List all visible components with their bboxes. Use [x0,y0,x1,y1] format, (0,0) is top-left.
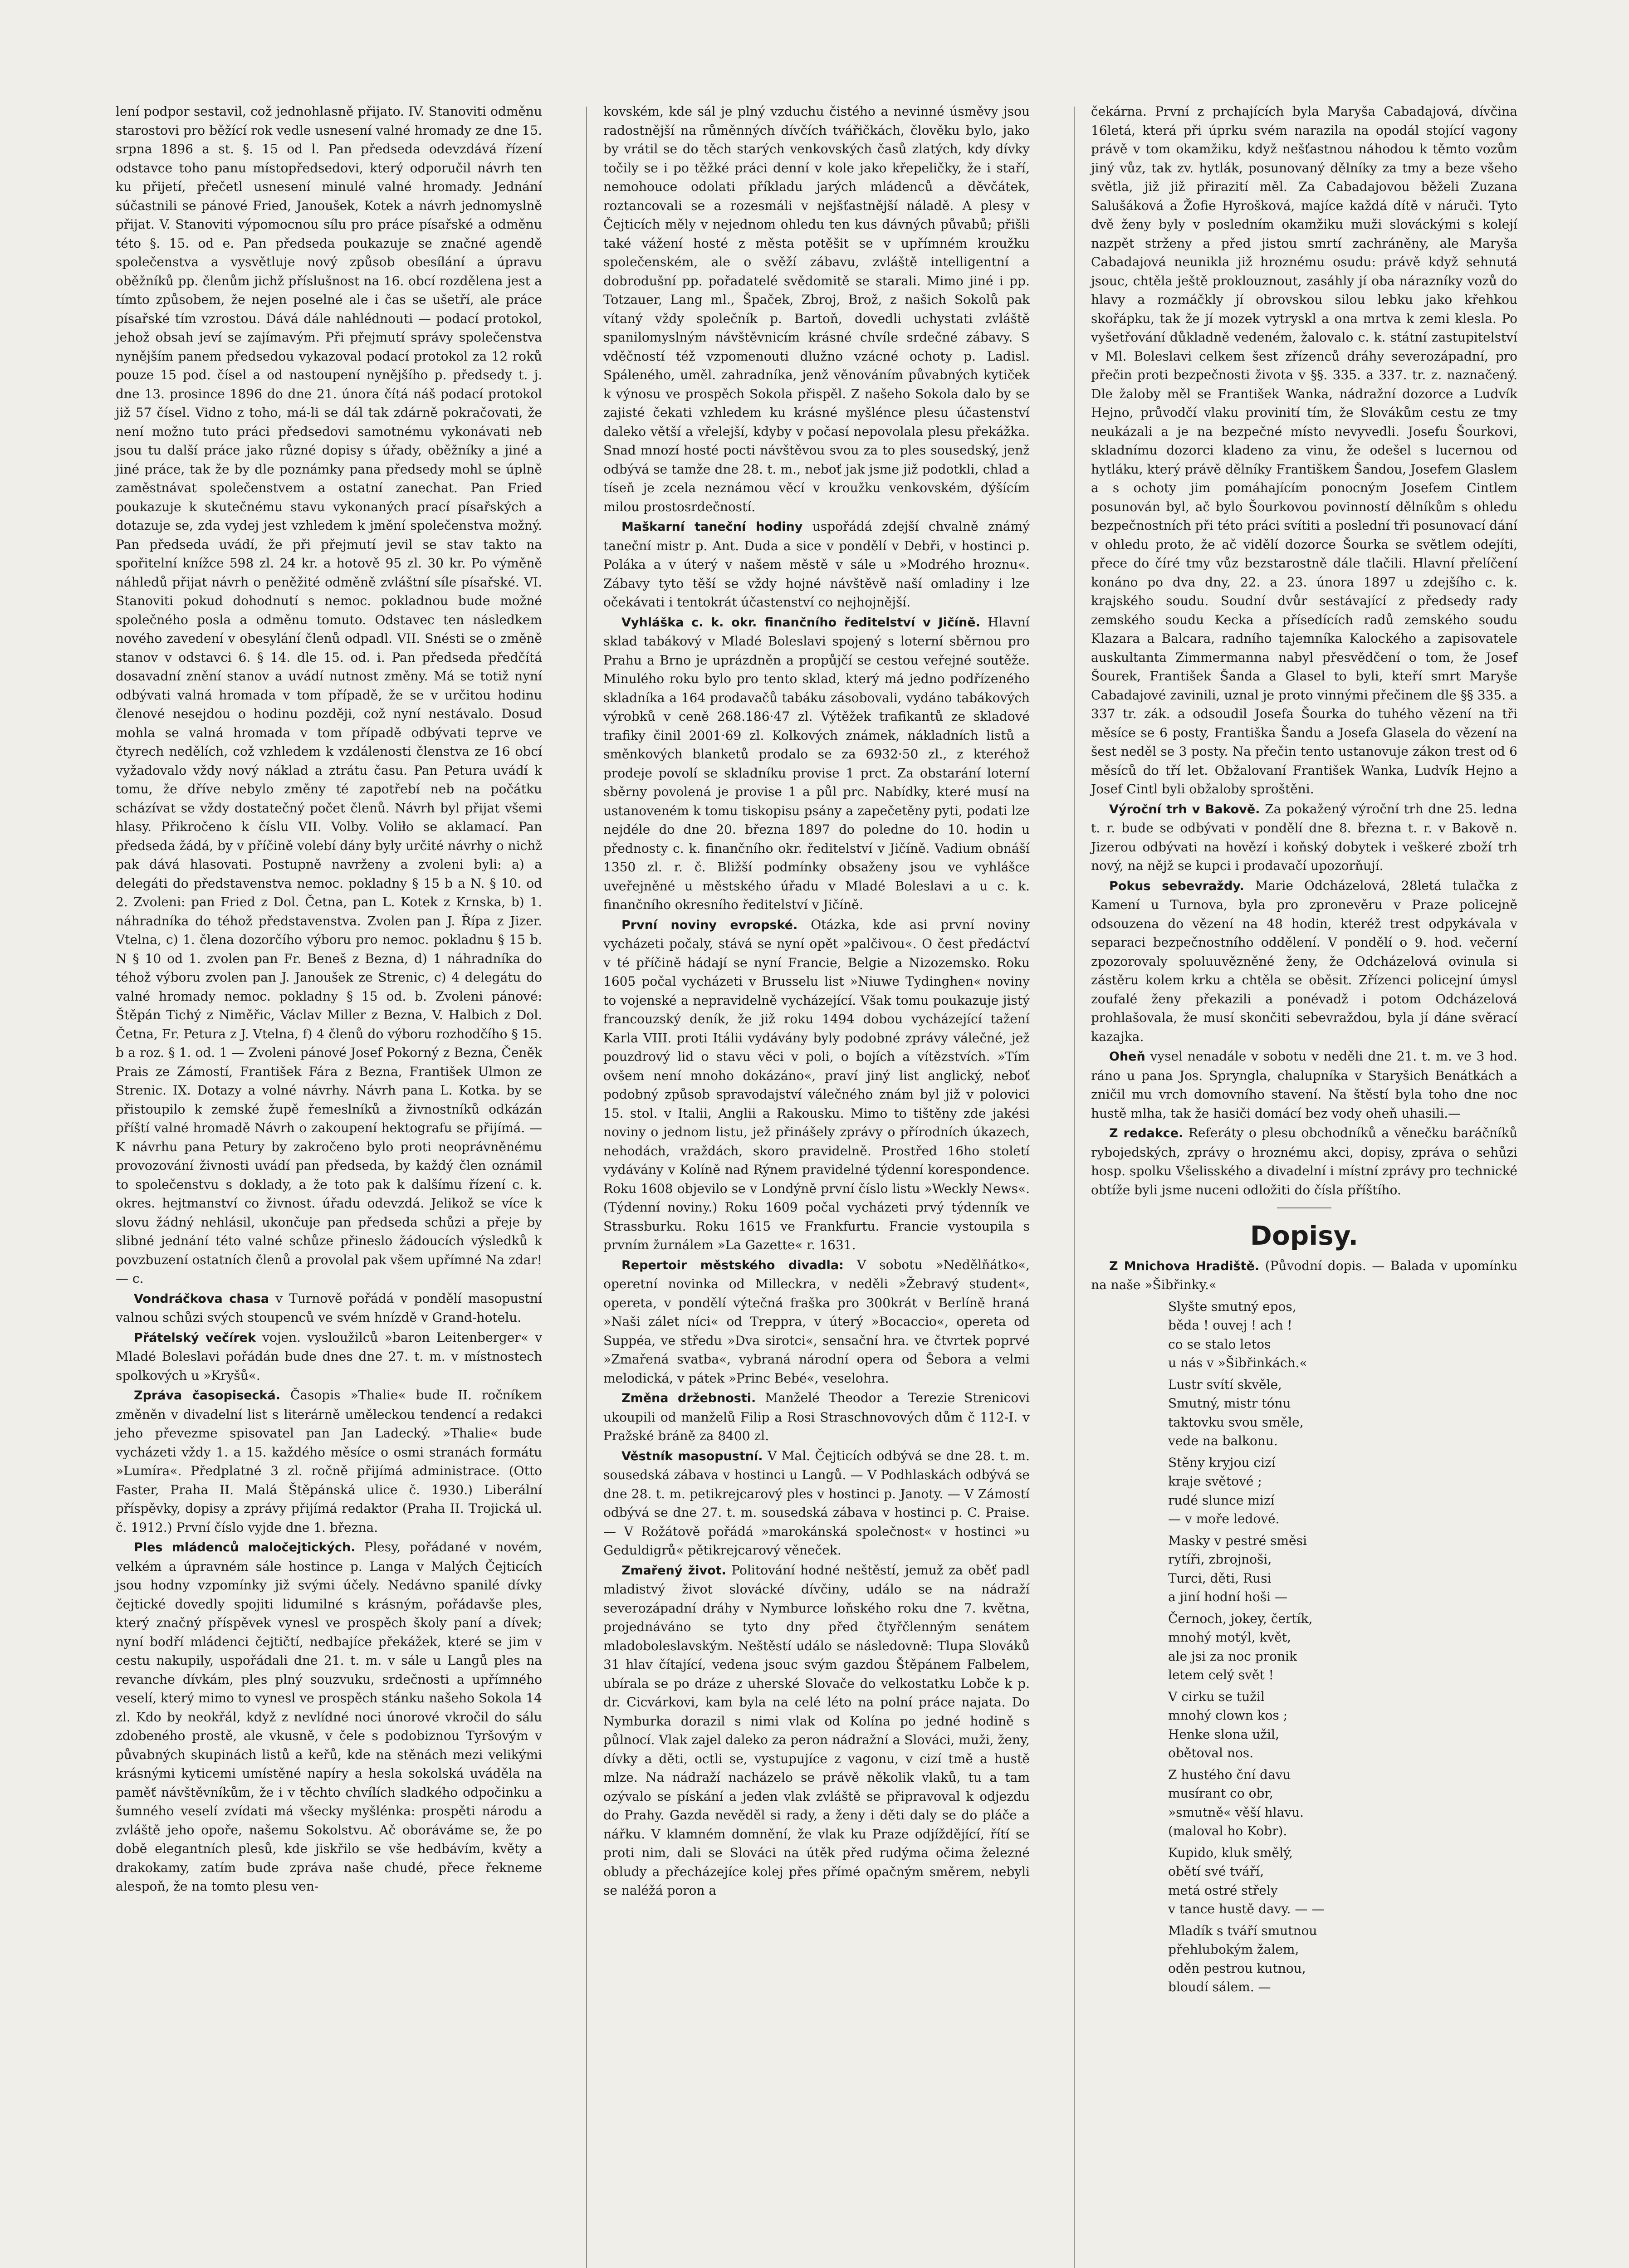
article-paragraph [603,613,1030,914]
dopis-intro [1091,1256,1517,1295]
article-paragraph [1091,1047,1517,1123]
article-lead: Oheň [1109,1050,1145,1064]
article-paragraph [603,1256,1030,1388]
verse-line: mnohý motýl, květ, [1168,1630,1291,1645]
verse-line: ale jsi za noc pronik [1168,1648,1297,1664]
article-lead: Vondráčkova chasa [134,1291,269,1306]
article-body: vojen. vysloužilců »baron Leitenberger« v Mladé Boleslavi pořádán bude dnes dne 27. t. m. v místnostech spolkových u »Kryšů«. [116,1330,542,1383]
verse-line: obětí své tváří, [1168,1864,1264,1879]
verse-line: rytíři, zbrojnoši, [1168,1552,1272,1567]
verse-stanza [1168,1765,1517,1841]
article-paragraph [603,517,1030,612]
verse-line: Masky v pestré směsi [1168,1533,1307,1548]
verse-line: taktovku svou směle, [1168,1414,1304,1430]
verse-line: Černoch, jokey, čertík, [1168,1611,1313,1626]
verse-line: Kupido, kluk smělý, [1168,1845,1293,1860]
verse-line: metá ostré střely [1168,1882,1278,1898]
verse-line: Stěny kryjou cizí [1168,1455,1276,1470]
article-body: Otázka, kde asi první noviny vycházeti počaly, stává se nyní opět »palčivou«. O čest předáctví v té příčině hádají se nyní Francie, Belgie a Nizozemsko. Roku 1605 počal vycházeti v Brusselu list »Niuwe Tydinghen« noviny to vojenské a nepravidelně vycházející. Však tomu poukazuje jistý francouzský deník, že již roku 1494 dobou vycházející tažení Karla VIII. proti Itálii vydávány byly podobné zprávy válečné, jež pouzdrový lid o stavu věci v poli, o bojích a vítězstvích. »Tím ovšem není mnoho dokázáno«, praví jiný list anglický, neboť podobný způsob spravodajství válečného znám byl již v polovici 15. stol. v Italii, Anglii a Rakousku. Mimo to tištěny zde jakési noviny o jednom listu, jež přinášely zprávy o přírodních úkazech, nehodách, vraždách, skoro pravidelně. Prostřed 16ho století vydávány v Kolíně nad Rýnem pravidelné týdenní korespondence. Roku 1608 objevilo se v Londýně první číslo listu »Weckly News«. (Týdenní noviny.) Roku 1609 počal vycházeti prvý týdenník ve Strassburku. Roku 1615 ve Frankfurtu. Francie vystoupila s prvním žurnálem »La Gazette« r. 1631. [603,917,1030,1252]
article-body: Za pokažený výroční trh dne 25. ledna t. r. bude se odbývati v pondělí dne 8. března t. r. v Bakově n. Jizerou odbývati na hovězí i koňský dobytek i veškeré zboží trh nový, na nějž se kupci i prodavačí upozorňují. [1091,801,1517,873]
verse-stanza [1168,1921,1517,1997]
column-3 [1091,102,1517,1999]
article-body: Hlavní sklad tabákový v Mladé Boleslavi spojený s loterní sběrnou pro Prahu a Brno je uprázdněn a propůjčí se cestou veřejné soutěže. Minulého roku bylo pro tento sklad, který má jedno podřízeného skladníka a 164 prodavačů tabáku zásobovali, vydáno tabákových výrobků v ceně 268.186·47 zl. Výtěžek trafikantů ze skladové trafiky činil 2001·69 zl. Kolkových známek, nákladních listů a směnkových blanketů prodalo se za 6932·50 zl., z kteréhož prodeje povolí se skladníku provise 1 prct. Za obstarání loterní sběrny povolená je provise 1 a půl prc. Nabídky, které musí na ustanoveném k tomu tiskopisu psány a zapečetěny pyti, podati lze nejdéle do dne 20. března 1897 do poledne do 10. hodin u přednosty c. k. finančního okr. ředitelství v Jičíně. Vadium obnáší 1350 zl. r. č. Bližší podmínky obsaženy jsou ve vyhlášce uveřejněné u městského úřadu v Mladé Boleslavi a u c. k. finančního okresního ředitelství v Jičíně. [603,614,1030,912]
article-paragraph [1091,1124,1517,1199]
verse-line: letem celý svět ! [1168,1667,1274,1682]
verse-line: Z hustého ční davu [1168,1767,1291,1782]
verse-stanza [1168,1453,1517,1529]
article-paragraph: čekárna. První z prchajících byla Maryša Cabadajová, dívčina 16letá, která při úprku svém narazila na opodál stojící vagony právě v tom okamžiku, když nešťastnou náhodou k těmto vozům jiný vůz, tak zv. hytlák, posunovaný dělníky za tmy a beze všeho světla, již již přirazití měl. Za Cabadajovou běželi Zuzana Salušáková a Žofie Hyrošková, majíce každá dítě v náruči. Tyto dvě ženy byly v posledním okamžiku muži slováckými s kolejí nazpět strženy a před jistou smrtí zachráněny, ale Maryša Cabadajová neunikla již hroznému osudu: právě když sehnutá jsouc, chtěla ještě proklouznout, zasáhly jí oba nárazníky vozů do hlavy a rozmáčkly jí obrovskou silou lebku jako křehkou skořápku, tak že jí mozek vytryskl a ona mrtva k zemi klesla. Po vyšetřování důkladně vedeném, žalovalo c. k. státní zastupitelství v Ml. Boleslavi celkem šest zřízenců dráhy severozápadní, pro přečin proti bezpečnosti života v §§. 335. a 337. tr. z. naznačený. Dle žaloby měl se František Wanka, nádražní dozorce a Ludvík Hejno, průvodčí vlaku provinití tím, že Slovákům cestu ze tmy neukázali a je na bezpečné místo nevyvedli. Josefu Šourkovi, skladnímu dozorci kladeno za vinu, že odešel s lucernou od hytláku, který právě dělníky Františkem Šandou, Josefem Glaslem a s ochoty jim pomáhajícím ponocným Josefem Cintlem posunován byl, ač bylo Šourkovou povinností dělníkům s ohledu bezpečnostních při této práci svítiti a poslední tři posunovací dání v ohledu proto, že ač vidělí dozorce Šourka se světlem odejíti, přece do číré tmy vůz bezstarostně dále tlačili. Hlavní přelíčení konáno po dva dny, 22. a 23. února 1897 u zdejšího c. k. krajského soudu. Soudní dvůr sestávající z předsedy rady zemského soudu Kecka a přísedících radů zemského soudu Klazara a Balcara, radního tajemníka Kalockého a zapisovatele auskultanta Zimmermanna nabyl přesvědčení o tom, že Josef Šourek, František Šanda a Glasel to byli, kteří smrt Maryše Cabadajové zavinili, uznal je proto vinnými přečinem dle §§ 335. a 337 tr. zák. a odsoudil Josefa Šourka do tuhého vězení na tři měsíce se 6 posty, Františka Šandu a Josefa Glasela do vězení na šest neděl se 3 posty. Na přečin tento ustanovuje zákon trest od 6 měsíců do tří let. Obžalovaní František Wanka, Ludvík Hejno a Josef Cintl byli obžaloby sproštěni. [1091,104,1517,797]
verse-line: Turci, děti, Rusi [1168,1570,1272,1586]
article-paragraph: kovském, kde sál je plný vzduchu čistého a nevinné úsměvy jsou radostnější na růměnných dívčích tvářičkách, člověku bylo, jako by vrátil se do těch starých venkovských časů zlatých, kdy dívky točily se i po těžké práci denní v kole jako křepeličky, že i staří, nemohouce odolati příkladu jarých mládenců a děvčátek, roztancovali se a rozesmáli v nejšťastnější náladě. A plesy v Čejticích měly v nejednom ohledu ten kus dávných půvabů; přišli také vážení hosté z města potěšit se v upřímném kroužku společenském, ale o svěží zábavu, zvláště intelligentní a dobrodušní pp. pořadatelé svědomitě se starali. Mimo jiné i pp. Totzauer, Lang ml., Špaček, Zbroj, Brož, z našich Sokolů pak vítaný vždy společník p. Bartoň, dovedli uchystati zvláště spanilomyslným návštěvnicím krásné chvíle srdečné zábavy. S vděčností též vzpomenouti dlužno vzácné ochoty p. Ladisl. Spáleného, uměl. zahradníka, jenž věnováním půvabných kytiček k výnosu ve prospěch Sokola přispěl. Z našeho Sokola dalo by se zajisté čekati vzhledem ku krásné myšlénce plesu účastenství daleko větší a vřelejší, kdyby v počasí nepovolala plesu překážka. Snad mnozí hosté pocti návštěvou svou za to ples sousedský, jenž odbývá se tamže dne 28. t. m., neboť jak jsme již podotkli, chlad a tíseň je zcela neznámou věcí v kroužku venkovském, dýšícím milou prostosrdečností. [603,104,1030,514]
article-lead: Zpráva časopisecká. [134,1388,280,1403]
verse-line: musírant co obr, [1168,1786,1273,1801]
article-paragraph [603,1447,1030,1560]
article-lead: Repertoir městského divadla: [621,1258,844,1272]
column-1 [116,102,542,1897]
article-body: V Mal. Čejticích odbývá se dne 28. t. m. sousedská zábava v hostinci u Langů. — V Podhlaskách odbývá se dne 28. t. m. petikrejcarový ples v hostinci p. Janoty. — V Zámostí odbývá se dne 27. t. m. sousedská zábava v hostinci p. C. Praise. — V Rožátově pořádá »marokánská společnost« v hostinci »u Geduldigrů« pětikrejcarový věneček. [603,1448,1030,1558]
dopis-intro-rest: (Původní dopis. — Balada v upomínku na naše »Šibřinky.« [1091,1258,1517,1292]
verse-line: mnohý clown kos ; [1168,1708,1288,1723]
verse-line: běda ! ouvej ! ach ! [1168,1318,1292,1333]
verse-line: »smutně« věší hlavu. [1168,1804,1304,1820]
article-lead: Výroční trh v Bakově. [1109,802,1260,816]
article-body: Časopis »Thalie« bude II. ročníkem změněn v divadelní list s literárně uměleckou tendencí a redakci jeho převezme spisovatel pan Jan Ladecký. »Thalie« bude vycházeti vždy 1. a 15. každého měsíce o osmi stranách formátu »Lumíra«. Předplatné 3 zl. ročně přijímá administrace. (Otto Faster, Praha II. Malá Štěpánská ulice č. 1930.) Liberální příspěvky, dopisy a zprávy přijímá redaktor (Praha II. Trojická ul. č. 1912.) První číslo vyjde dne 1. března. [116,1388,542,1535]
article-paragraph [116,1289,542,1327]
article-body: Plesy, pořádané v novém, velkém a úpravném sále hostince p. Langa v Malých Čejticích jsou hodny vzpomínky již svými účely. Nedávno spanilé dívky čejtické dovedly spojiti lidumilné s krásným, pořádavše ples, který značný příspěvek vynesl ve prospěch školy paní a dívek; nyní bodří mládenci čejtičtí, nedbajíce překážek, které se jim v cestu nakupily, uspořádali dne 21. t. m. v sále u Langů ples na revanche dívkám, ples plný souzvuku, srdečnosti a upřímného veselí, který mimo to vynesl ve prospěch stánku našeho Sokola 14 zl. Kdo by neokřál, když z nevlídné noci únorové vkročil do sálu zdobeného prostě, ale vkusně, v čele s podobiznou Tyršovým v půvabných skupinách listů a keřů, kde na stěnách mezi velikými krásnými kyticemi umístěné napíry a hesla sokolská uváděla na paměť návštěvníkům, že i v těchto chvílích sladkého odpočinku a šumného veselí zvídati má všecky myšlénka: prospěti národu a zvláště jeho opoře, našemu Sokolstvu. Ač oboráváme se, že po době elegantních plesů, kde jiskřilo se vše hedbávím, květy a drakokamy, zatím bude zpráva naše chudé, přece řekneme alespoň, že na tomto plesu ven- [116,1540,543,1894]
article-body: Manželé Theodor a Terezie Strenicovi ukoupili od manželů Filip a Rosi Straschnovových dům č 112-I. v Pražské bráně za 8400 zl. [603,1390,1030,1443]
verse-line: Henke slona užil, [1168,1726,1279,1742]
verse-line: přehlubokým žalem, [1168,1942,1299,1957]
verse-line: Smutný, mistr tónu [1168,1396,1291,1411]
column-rule [586,107,587,2268]
article-paragraph: lení podpor sestavil, což jednohlasně přijato. IV. Stanoviti odměnu starostovi pro běžící rok vedle usnesení valné hromady ze dne 15. srpna 1896 a st. §. 15 od l. Pan předseda odevzdává řízení odstavce toho panu místopředsedovi, který odporučil návrh ten ku přijetí, přečetl usnesení minulé valné hromady. Jednání súčastnili se pánové Fried, Janoušek, Kotek a návrh jednomyslně přijat. V. Stanoviti výpomocnou sílu pro práce písařské a odměnu této §. 15. od e. Pan předseda poukazuje se značné agendě společenstva a vysvětluje nový způsob obesílání a úpravu oběžníků pp. členům jichž příslušnost na 16. obcí rozdělena jest a tímto způsobem, že nejen poselné ale i čas se ušetří, ale práce písařské tím vzrostou. Dává dále nahlédnouti — podací protokol, jehož obsah jeví se zajímavým. Při přejmutí správy společenstva nynějším panem předsedou vykazoval podací protokol za 12 roků pouze 15 pod. čísel a od nastoupení nynějšího p. předsedy t. j. dne 13. prosince 1896 do dne 21. února čítá náš podací protokol již 57 čísel. Vidno z toho, má-li se dál tak zdárně pokračovati, že není možno tuto práci předsedovi samotnému vykonávati neb jsou tu další práce jako různé dopisy s úřady, oběžníky a jiné a jiné práce, tak že by dle poznámky pana předsedy mohl se úplně zaměstnávat společenstvem a ostatní zanechat. Pan Fried poukazuje k skutečnému stavu vykonaných prací písařských a dotazuje se, zda vydej jest vzhledem k jmění společenstva možný. Pan předseda uvádí, že při přejmutí jevil se stav takto na spořitelní knížce 598 zl. 24 kr. a hotově 95 zl. 30 kr. Po výměně náhledů přijat návrh o peněžité odměně zvláštní síle písařské. VI. Stanoviti pokud dohodnutí s nemoc. pokladnou bude možné společného posla a odměnu tomuto. Odstavec ten následkem nového zavedení v obesylání členů odpadl. VII. Snésti se o změně stanov v odstavci 6. § 14. dle 15. od. i. Pan předseda předčítá dosavadní znění stanov a uvádí nutnost změny. Má se totiž nyní odbývati valná hromada v tom případě, že se v určitou hodinu členové nesejdou o hodinu později, což nyní nestávalo. Dosud mohla se valná hromada v tom případě odbývati teprve ve čtyrech nedělích, což vzhledem k vzdálenosti členstva ze 16 obcí vyžadovalo vždy nový náklad a ztrátu času. Pan Petura uvádí k tomu, že dříve nebylo změny té zapotřebí neb na počátku scházívat se vždy dostatečný počet členů. Návrh byl přijat všemi hlasy. Přikročeno k číslu VII. Volby. Voliło se aklamací. Pan předseda žádá, by v příčině volebí dány byly určité návrhy o nichž pak dává hlasovati. Postupně navrženy a zvoleni byli: a) a delegáti do představenstva nemoc. pokladny § 15 b a N. § 10. od 2. Zvoleni: pan Fried z Dol. Četna, pan L. Kotek z Krnska, b) 1. náhradníka do téhož představenstva. Zvolen pan J. Řípa z Jizer. Vtelna, c) 1. člena dozorčího výboru pro nemoc. pokladnu § 15 b. N § 10 od 1. zvolen pan Fr. Beneš z Bezna, d) 1 náhradníka do téhož výboru zvolen pan J. Janoušek ze Strenic, c) 4 delegátu do valné hromady nemoc. pokladny § 15 od. b. Zvoleni pánové: Štěpán Tichý z Niměřic, Václav Miller z Bezna, V. Halbich z Dol. Četna, Fr. Petura z J. Vtelna, f) 4 členů do výboru rozhodčího § 15. b a roz. § 1. od. 1 — Zvoleni pánové Josef Pokorný z Bezna, Čeněk Prais ze Zámostí, František Fára z Bezna, František Ulmon ze Strenic. IX. Dotazy a volné návrhy. Návrh pana L. Kotka. by se přistoupilo k zemské župě řemeslníků a živnostníků odkázán příští valné hromadě Návrh o zakoupení hektografu se přijímá. — K návrhu pana Petury by zakročeno bylo proti neoprávněnému provozování živnosti uvádí pan předseda, by každý člen oznámil to společenstvu s doklady, a že toto pak k dalšímu řízení c. k. okres. hejtmanství co živnost. úřadu odevzdá. Jelikož se více k slovu žádný nehlásil, ukončuje pan předseda schůzi a přeje by slibné jednání této valné schůze přineslo žádoucích výsledků k povzbuzení ostatních členů a provolal pak všem upřímné Na zdar! — c. [116,104,542,1286]
verse-stanza [1168,1843,1517,1919]
section-divider [1277,1207,1331,1208]
article-lead: Změna držebnosti. [621,1391,756,1405]
verse-line: vede na balkonu. [1168,1433,1278,1448]
verse-line: oděn pestrou kutnou, [1168,1960,1306,1976]
article-body: Referáty o plesu obchodníků a věnečku baráčníků rybojedských, zprávy o hroznému akci, dopisy, zpráva o sehůzi hosp. spolku Všelisského a divadelní i místní zprávy pro technické obtíže byli jsme nuceni odložiti do čísla příštího. [1091,1125,1518,1198]
column-rule [1074,107,1075,2268]
article-lead: Pokus sebevraždy. [1109,879,1244,893]
article-body: V sobotu »Nedělňátko«, operetní novinka od Milleckra, v neděli »Žebravý student«, opereta, v pondělí výtečná fraška pro 300krát v Berlíně hraná »Naši zálet níci« od Treppra, v úterý »Bocaccio«, opereta od Suppéa, ve středu »Dva sirotci«, sensační hra. ve čtvrtek poprvé »Zmařená svatba«, vybraná národní opera od Šebora a velmi melodická, v pátek »Princ Bebé«, veselohra. [603,1257,1030,1386]
verse-stanza [1168,1531,1517,1607]
article-body: uspořádá zdejší chvalně známý taneční mistr p. Ant. Duda a sice v pondělí v Debři, v hostinci p. Poláka a v úterý v našem městě v sále u »Modrého hroznu«. Zábavy tyto těší se vždy hojné návštěvě naší omladiny i lze očekávati i tentokrát účastenství co nejhojnější. [603,519,1030,610]
verse-line: rudé slunce mizí [1168,1492,1275,1508]
article-paragraph [1091,876,1517,1046]
verse-line: obětoval nos. [1168,1745,1253,1760]
article-lead: Z redakce. [1109,1126,1184,1140]
verse-line: a jiní hodní hoši — [1168,1589,1287,1604]
verse-line: (maloval ho Kobr). [1168,1823,1287,1838]
article-paragraph [116,1538,542,1896]
article-lead: Přátelský večírek [134,1330,256,1345]
article-paragraph [116,1386,542,1537]
verse-line: v tance hustě davy. — — [1168,1901,1325,1916]
article-lead: Vyhláška c. k. okr. finančního ředitelství v Jičíně. [621,615,980,630]
verse-line: Slyšte smutný epos, [1168,1299,1296,1314]
article-body: Marie Odcházelová, 28letá tulačka z Kamení u Turnova, byla pro zpronevěru v Praze policejně odsouzena do vězení na 48 hodin, kteréž trest odpykávala v separaci bezpečnostního oddělení. V pondělí o 9. hod. večerní zpozorovaly spoluuvězněné ženy, že Odcházelová ovinula si zástěru kolem krku a chtěla se oběsit. Zřízenci policejní úmysl zoufalé ženy překazili a ponévadž i potom Odcházelová prohlašovala, že musí skončiti sebevraždou, byla jí dáne svěrací kazajka. [1091,878,1517,1044]
article-body: v Turnově pořádá v pondělí masopustní valnou schůzi svých stoupenců ve svém hnízdě v Grand-hotelu. [116,1290,542,1325]
verse-stanza [1168,1297,1517,1373]
article-paragraph [603,1388,1030,1446]
article-paragraph [603,1561,1030,1900]
section-heading-dopisy: Dopisy. [1250,1220,1359,1251]
verse-line: co se stalo letos [1168,1336,1271,1352]
article-paragraph [1091,800,1517,875]
verse-line: bloudí sálem. — [1168,1980,1271,1994]
verse-line: u nás v »Šibřinkách.« [1168,1355,1307,1370]
verse-line: V cirku se tužil [1168,1689,1265,1704]
verse-line: kraje světové ; [1168,1474,1262,1489]
article-paragraph [116,1328,542,1385]
verse-stanza [1168,1687,1517,1763]
verse-stanza [1168,1609,1517,1685]
dopis-intro-lead: Z Mnichova Hradiště. [1109,1259,1260,1273]
article-lead: Ples mládenců maločejtických. [134,1540,356,1554]
article-paragraph [603,915,1030,1255]
ballad-verses [1091,1297,1517,1997]
verse-stanza [1168,1375,1517,1451]
column-2 [603,102,1030,1901]
article-body: vysel nenadále v sobotu v neděli dne 21. t. m. ve 3 hod. ráno u pana Jos. Spryngla, chalupníka v Staryšich Benátkách a zničil mu vrch domovního stavení. Na štěstí byla toho dne noc hustě mlha, tak že hasiči domácí bez vody oheň uhasili.— [1091,1049,1517,1121]
verse-line: Mladík s tváří smutnou [1168,1923,1317,1938]
newspaper-page [116,102,1518,2268]
article-lead: První noviny evropské. [621,918,798,932]
verse-line: — v moře ledové. [1168,1511,1280,1526]
verse-line: Lustr svítí skvěle, [1168,1377,1282,1392]
column-3-articles [1091,102,1517,1199]
article-body: Politování hodné neštěstí, jemuž za oběť padl mladistvý život slovácké dívčiny, událo se na nádraží severozápadní dráhy v Nymburce loňského roku dne 7. května, projednáváno se tyto dny před čtyřčlenným senátem mladoboleslavským. Neštěstí událo se následovně: Tlupa Slováků 31 hlav čítající, vedena jsouc svým gazdou Štěpánem Falbelem, ubírala se po dráze z uherské Slovače do velkostatku Lobče k p. dr. Cicvárkovi, kam byla na celé léto na polní práce najata. Do Nymburka dorazil s nimi vlak od Kolína po jedné hodině s půlnocí. Vlak zajel daleko za peron nádražní a Slováci, muži, ženy, dívky a děti, octli se, vystupujíce z vagonu, v cizí tmě a hustě mlze. Na nádraží nacházelo se právě několik vlaků, tu a tam ozývalo se pískání a jeden vlak zvláště se připravoval k odjezdu do Prahy. Gazda nevěděl si rady, a ženy i děti daly se do pláče a nářku. V klamném domnění, že vlak ku Praze odjíždějící, řítí se proti nim, dali se Slováci na útěk před rudýma očima železné obludy a přecházejíce kolej přes přímé opačným směrem, nebyli se naléžá poron a [603,1562,1030,1898]
article-lead: Zmařený život. [621,1563,726,1578]
article-lead: Maškarní taneční hodiny [621,520,803,534]
article-lead: Věstník masopustní. [621,1449,763,1463]
